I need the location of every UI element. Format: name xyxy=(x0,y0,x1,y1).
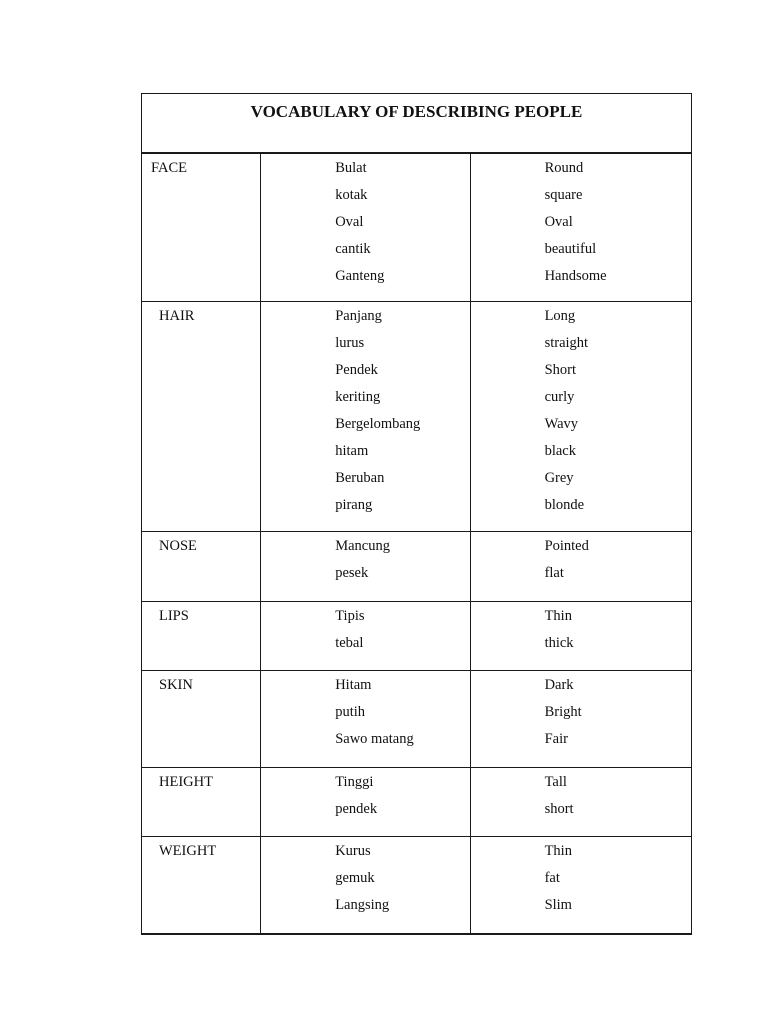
category-cell xyxy=(142,153,261,302)
indonesian-word: Oval xyxy=(335,214,364,230)
category-cell xyxy=(142,302,261,532)
english-word: Handsome xyxy=(544,268,607,284)
english-cell xyxy=(470,602,691,671)
english-word: Grey xyxy=(544,470,574,486)
english-word: Thin xyxy=(544,843,572,859)
indonesian-word: Beruban xyxy=(335,470,385,486)
table-row-weight xyxy=(142,837,692,935)
english-word: beautiful xyxy=(544,241,597,257)
table-row-skin xyxy=(142,671,692,768)
english-word: Bright xyxy=(544,704,582,720)
indonesian-word: putih xyxy=(335,704,366,720)
table-row-nose xyxy=(142,532,692,602)
indonesian-word: hitam xyxy=(335,443,369,459)
indonesian-word: keriting xyxy=(335,389,381,405)
category-label: LIPS xyxy=(159,608,189,624)
table-row-hair xyxy=(142,302,692,532)
english-cell xyxy=(470,532,691,602)
vocabulary-table xyxy=(141,93,692,935)
english-word: Dark xyxy=(544,677,574,693)
title-row xyxy=(142,94,692,154)
indonesian-cell xyxy=(261,532,470,602)
category-label: HEIGHT xyxy=(159,774,213,790)
english-cell xyxy=(470,837,691,935)
english-cell xyxy=(470,302,691,532)
indonesian-cell xyxy=(261,768,470,837)
indonesian-word: pesek xyxy=(335,565,369,581)
english-cell xyxy=(470,768,691,837)
english-word: blonde xyxy=(544,497,585,513)
indonesian-word: pendek xyxy=(335,801,378,817)
english-word: curly xyxy=(544,389,575,405)
indonesian-word: gemuk xyxy=(335,870,375,886)
indonesian-word: Mancung xyxy=(335,538,390,554)
title-cell xyxy=(142,94,692,154)
indonesian-cell xyxy=(261,602,470,671)
indonesian-word: lurus xyxy=(335,335,365,351)
indonesian-word: Bulat xyxy=(335,160,367,176)
english-word: Fair xyxy=(544,731,568,747)
english-word: Long xyxy=(544,308,576,324)
category-label: HAIR xyxy=(159,308,195,324)
indonesian-word: kotak xyxy=(335,187,368,203)
english-word: Short xyxy=(544,362,576,378)
english-word: straight xyxy=(544,335,589,351)
indonesian-word: Tipis xyxy=(335,608,365,624)
indonesian-word: cantik xyxy=(335,241,371,257)
indonesian-word: tebal xyxy=(335,635,364,651)
table-row-height xyxy=(142,768,692,837)
category-label: WEIGHT xyxy=(159,843,217,859)
indonesian-word: Tinggi xyxy=(335,774,374,790)
category-cell xyxy=(142,602,261,671)
indonesian-cell xyxy=(261,837,470,935)
english-cell xyxy=(470,671,691,768)
page-title: VOCABULARY OF DESCRIBING PEOPLE xyxy=(250,102,583,121)
english-word: Oval xyxy=(544,214,573,230)
category-label: FACE xyxy=(151,160,187,176)
category-cell xyxy=(142,671,261,768)
english-word: Slim xyxy=(544,897,572,913)
english-word: Tall xyxy=(544,774,567,790)
indonesian-word: Pendek xyxy=(335,362,378,378)
indonesian-cell xyxy=(261,302,470,532)
english-word: short xyxy=(544,801,574,817)
indonesian-word: Langsing xyxy=(335,897,390,913)
english-word: flat xyxy=(544,565,564,581)
category-cell xyxy=(142,837,261,935)
indonesian-word: Kurus xyxy=(335,843,371,859)
indonesian-word: Hitam xyxy=(335,677,372,693)
english-word: Pointed xyxy=(544,538,589,554)
indonesian-word: Ganteng xyxy=(335,268,385,284)
category-label: NOSE xyxy=(159,538,197,554)
english-word: Wavy xyxy=(544,416,579,432)
indonesian-cell xyxy=(261,153,470,302)
english-cell xyxy=(470,153,691,302)
indonesian-cell xyxy=(261,671,470,768)
english-word: black xyxy=(544,443,576,459)
english-word: thick xyxy=(544,635,574,651)
english-word: square xyxy=(544,187,583,203)
english-word: fat xyxy=(544,870,560,886)
indonesian-word: pirang xyxy=(335,497,373,513)
category-label: SKIN xyxy=(159,677,193,693)
english-word: Round xyxy=(544,160,584,176)
indonesian-word: Panjang xyxy=(335,308,382,324)
english-word: Thin xyxy=(544,608,572,624)
table-row-lips xyxy=(142,602,692,671)
category-cell xyxy=(142,532,261,602)
table-row-face xyxy=(142,153,692,302)
indonesian-word: Bergelombang xyxy=(335,416,421,432)
category-cell xyxy=(142,768,261,837)
indonesian-word: Sawo matang xyxy=(335,731,414,747)
vocabulary-table-body xyxy=(142,94,692,935)
